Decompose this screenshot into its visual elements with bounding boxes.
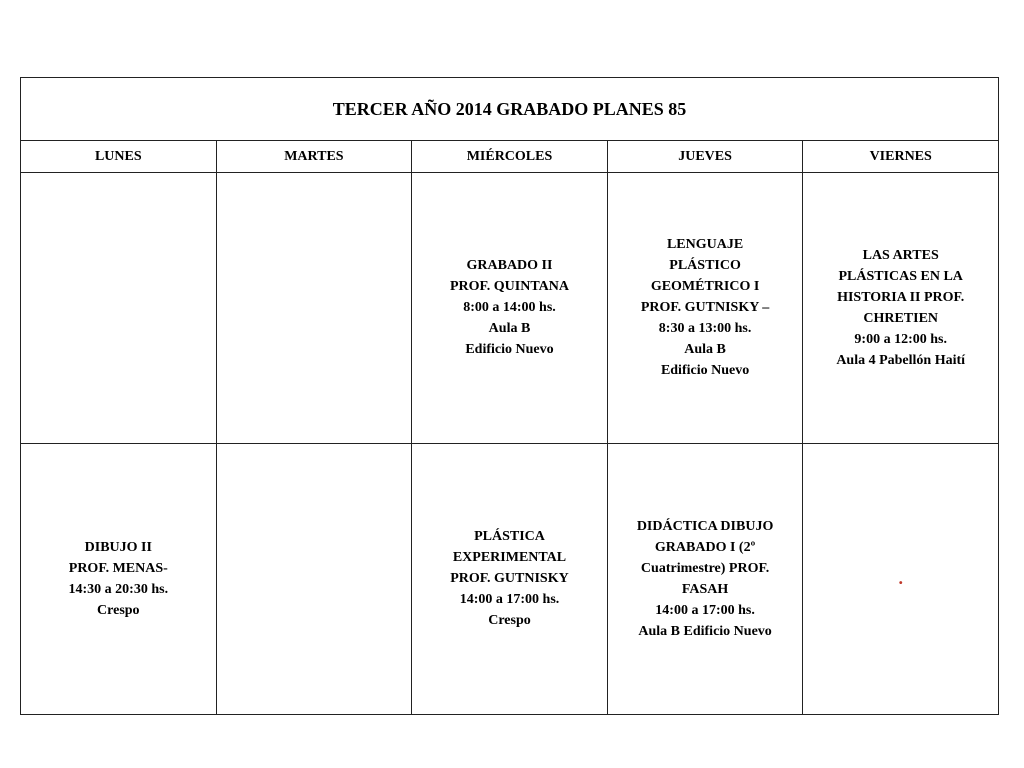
cell-miercoles-morning <box>412 172 608 443</box>
cell-lunes-morning <box>21 172 217 443</box>
schedule-title: TERCER AÑO 2014 GRABADO PLANES 85 <box>21 78 999 141</box>
cell-viernes-afternoon <box>803 443 999 714</box>
day-header-martes: MARTES <box>216 141 412 172</box>
schedule-table <box>20 77 999 715</box>
day-header-lunes: LUNES <box>21 141 217 172</box>
course-text: PLÁSTICA EXPERIMENTAL PROF. GUTNISKY 14:00 a 17:00 hs. Crespo <box>450 529 569 629</box>
cell-martes-morning <box>216 172 412 443</box>
schedule-row-morning <box>21 172 999 443</box>
day-header-jueves: JUEVES <box>607 141 803 172</box>
course-text: DIBUJO II PROF. MENAS- 14:30 a 20:30 hs. Crespo <box>68 539 169 618</box>
day-header-row <box>21 141 999 172</box>
day-header-miercoles: MIÉRCOLES <box>412 141 608 172</box>
cell-miercoles-afternoon <box>412 443 608 714</box>
cell-lunes-afternoon <box>21 443 217 714</box>
schedule-row-afternoon <box>21 443 999 714</box>
dot-mark: . <box>898 568 903 589</box>
course-text: LENGUAJE PLÁSTICO GEOMÉTRICO I PROF. GUTNISKY – 8:30 a 13:00 hs. Aula B Edificio Nuevo <box>640 237 770 379</box>
title-row <box>21 78 999 141</box>
course-text: LAS ARTES PLÁSTICAS EN LA HISTORIA II PROF. CHRETIEN 9:00 a 12:00 hs. Aula 4 Pabellón Haití <box>836 247 966 368</box>
course-text: DIDÁCTICA DIBUJO GRABADO I (2º Cuatrimestre) PROF. FASAH 14:00 a 17:00 hs. Aula B Edificio Nuevo <box>636 518 774 639</box>
cell-jueves-morning <box>607 172 803 443</box>
cell-jueves-afternoon <box>607 443 803 714</box>
cell-viernes-morning <box>803 172 999 443</box>
course-text: GRABADO II PROF. QUINTANA 8:00 a 14:00 hs. Aula B Edificio Nuevo <box>449 258 569 358</box>
day-header-viernes: VIERNES <box>803 141 999 172</box>
cell-martes-afternoon <box>216 443 412 714</box>
